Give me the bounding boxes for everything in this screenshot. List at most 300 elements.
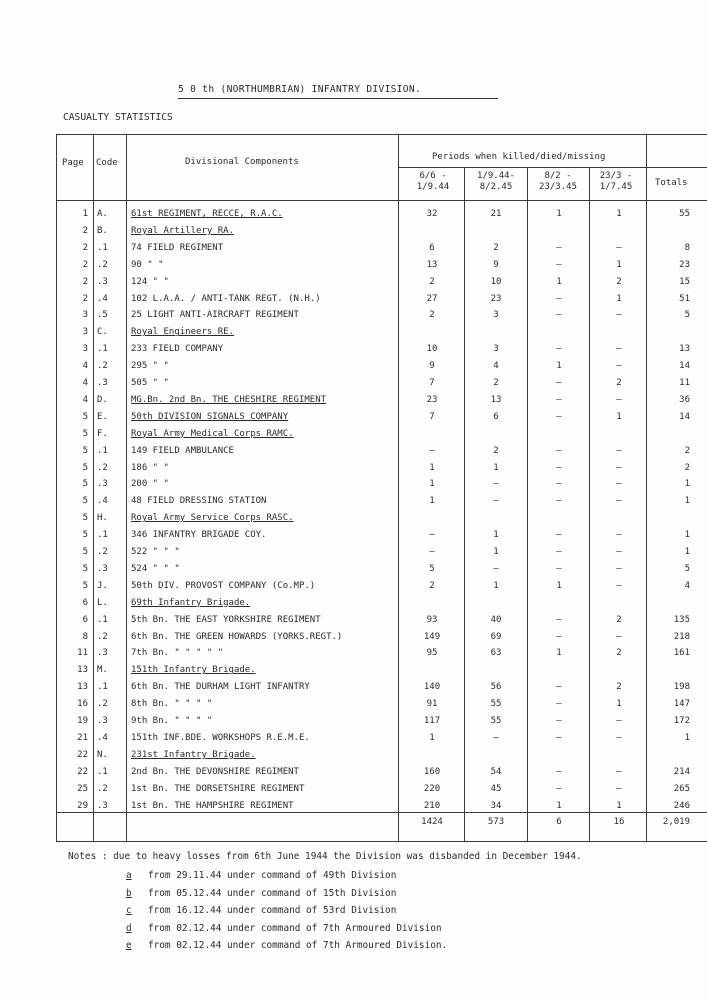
row-period-2: – <box>493 563 499 574</box>
row-period-2: – <box>493 479 499 490</box>
note-text: from 02.12.44 under command of 7th Armoured Division <box>148 922 442 934</box>
header-period-2: 1/9.44- 8/2.45 <box>477 171 515 192</box>
row-period-1: 32 <box>426 209 438 219</box>
row-code: D. <box>97 394 108 405</box>
row-period-3: 1 <box>556 580 562 591</box>
row-total: 23 <box>679 259 690 270</box>
row-code: .2 <box>97 259 108 270</box>
row-period-4: – <box>616 580 622 591</box>
row-page: 2 <box>82 276 88 287</box>
row-page: 22 <box>77 749 88 760</box>
row-code: .3 <box>97 276 108 287</box>
row-code: B. <box>97 225 108 236</box>
row-component: 522 " " " <box>131 547 180 557</box>
table-row <box>0 680 707 697</box>
row-page: 5 <box>82 580 88 591</box>
row-total: 1 <box>684 547 690 557</box>
header-period-3: 8/2 - 23/3.45 <box>539 171 577 192</box>
row-period-4: – <box>616 732 622 743</box>
row-code: L. <box>97 597 108 608</box>
row-period-1: – <box>429 547 435 557</box>
row-period-1: 10 <box>426 344 438 355</box>
row-period-4: – <box>616 445 622 456</box>
row-page: 5 <box>82 428 88 439</box>
row-period-1: 1 <box>429 479 435 490</box>
row-component: 295 " " <box>131 361 169 372</box>
row-period-4: – <box>616 479 622 490</box>
note-item <box>126 870 396 881</box>
table-row <box>0 477 707 494</box>
row-period-3: – <box>556 293 562 304</box>
row-period-2: 45 <box>490 783 502 794</box>
row-page: 6 <box>82 597 88 608</box>
row-period-2: – <box>493 732 499 743</box>
table-row <box>0 545 707 562</box>
row-page: 5 <box>82 445 88 456</box>
row-component: 2nd Bn. THE DEVONSHIRE REGIMENT <box>131 766 299 777</box>
row-period-2: 69 <box>490 631 502 642</box>
row-total: 1 <box>684 479 690 490</box>
row-period-1: 117 <box>423 716 441 726</box>
row-period-4: 2 <box>616 648 622 659</box>
row-total: 218 <box>673 631 690 642</box>
row-code: .1 <box>97 682 108 693</box>
row-component: 50th DIV. PROVOST COMPANY (Co.MP.) <box>131 580 316 591</box>
grand-total: 2,019 <box>662 817 690 827</box>
table-row <box>0 528 707 545</box>
row-period-3: – <box>556 445 562 456</box>
row-period-2: 2 <box>493 445 499 456</box>
table-row <box>0 494 707 511</box>
row-code: .2 <box>97 699 108 710</box>
row-period-3: – <box>556 242 562 253</box>
note-text: from 29.11.44 under command of 49th Division <box>148 870 397 881</box>
row-total: 214 <box>673 766 690 777</box>
note-letter: d <box>126 922 132 934</box>
row-page: 5 <box>82 479 88 490</box>
row-total: 1 <box>684 732 690 743</box>
row-period-4: – <box>616 766 622 777</box>
row-code: .2 <box>97 462 108 473</box>
row-page: 4 <box>82 361 88 372</box>
header-components: Divisional Components <box>185 157 299 167</box>
row-period-4: – <box>616 361 622 372</box>
row-period-1: 210 <box>423 800 441 811</box>
row-page: 13 <box>77 682 88 693</box>
row-page: 5 <box>82 462 88 473</box>
row-component: Royal Army Medical Corps RAMC. <box>131 428 294 439</box>
row-period-1: 5 <box>429 563 435 574</box>
row-period-1: 1 <box>429 732 435 743</box>
row-code: .1 <box>97 344 108 355</box>
row-period-3: – <box>556 462 562 473</box>
table-row <box>0 782 707 799</box>
row-total: 15 <box>679 276 690 287</box>
row-period-2: 55 <box>490 699 502 710</box>
total-period-3: 6 <box>556 817 562 827</box>
row-page: 3 <box>82 344 88 355</box>
row-period-4: – <box>616 394 622 405</box>
row-period-2: 21 <box>490 209 502 219</box>
row-total: 13 <box>679 344 690 355</box>
row-period-2: 1 <box>493 462 499 473</box>
row-period-4: 1 <box>616 293 622 304</box>
table-row <box>0 799 707 816</box>
row-period-2: 1 <box>493 547 499 557</box>
row-period-3: – <box>556 631 562 642</box>
row-component: 102 L.A.A. / ANTI-TANK REGT. (N.H.) <box>131 293 321 304</box>
row-period-1: 27 <box>426 293 438 304</box>
table-row <box>0 241 707 258</box>
note-item <box>126 940 447 951</box>
row-period-1: 7 <box>429 378 435 388</box>
header-code: Code <box>96 158 118 168</box>
row-period-2: 3 <box>493 310 499 321</box>
row-component: 524 " " " <box>131 563 180 574</box>
row-component: 1st Bn. THE DORSETSHIRE REGIMENT <box>131 783 305 794</box>
row-period-3: – <box>556 344 562 355</box>
row-component: 124 " " <box>131 276 169 287</box>
row-page: 3 <box>82 327 88 338</box>
row-period-3: – <box>556 496 562 507</box>
row-period-3: – <box>556 394 562 405</box>
row-page: 2 <box>82 259 88 270</box>
row-period-2: 2 <box>493 242 499 253</box>
header-totals: Totals <box>655 178 688 188</box>
row-code: .3 <box>97 648 108 659</box>
row-period-2: 3 <box>493 344 499 355</box>
note-text: from 02.12.44 under command of 7th Armoured Division. <box>148 940 448 951</box>
row-component: 151th INF.BDE. WORKSHOPS R.E.M.E. <box>131 732 310 743</box>
table-row <box>0 562 707 579</box>
table-row <box>0 308 707 325</box>
row-period-1: 1 <box>429 462 435 473</box>
table-row <box>0 207 707 224</box>
row-total: 36 <box>679 394 690 405</box>
note-item <box>126 905 396 916</box>
table-row <box>0 258 707 275</box>
row-total: 198 <box>673 682 690 693</box>
row-component: 346 INFANTRY BRIGADE COY. <box>131 530 267 541</box>
table-row <box>0 714 707 731</box>
row-component: 74 FIELD REGIMENT <box>131 242 224 253</box>
row-period-4: – <box>616 310 622 321</box>
row-total: 5 <box>684 563 690 574</box>
row-period-2: 1 <box>493 530 499 541</box>
row-page: 5 <box>82 563 88 574</box>
row-code: .1 <box>97 530 108 541</box>
row-code: A. <box>97 209 108 219</box>
total-period-2: 573 <box>487 817 505 827</box>
table-row <box>0 410 707 427</box>
row-code: .2 <box>97 361 108 372</box>
note-letter: c <box>126 905 132 916</box>
row-period-3: – <box>556 699 562 710</box>
row-page: 11 <box>77 648 88 659</box>
table-row <box>0 292 707 309</box>
row-period-4: – <box>616 462 622 473</box>
row-component: 186 " " <box>131 462 169 473</box>
row-period-3: – <box>556 766 562 777</box>
row-total: 1 <box>684 496 690 507</box>
row-code: .3 <box>97 716 108 726</box>
row-period-4: 2 <box>616 378 622 388</box>
note-letter: b <box>126 887 132 899</box>
row-page: 21 <box>77 732 88 743</box>
row-component: 7th Bn. " " " " " <box>131 648 224 659</box>
row-component: 6th Bn. THE DURHAM LIGHT INFANTRY <box>131 682 310 693</box>
row-period-1: 2 <box>429 276 435 287</box>
table-row <box>0 359 707 376</box>
row-total: 2 <box>684 445 690 456</box>
row-total: 147 <box>673 699 690 710</box>
row-period-1: 7 <box>429 411 435 422</box>
row-period-2: 2 <box>493 378 499 388</box>
row-page: 4 <box>82 378 88 388</box>
row-period-1: 2 <box>429 580 435 591</box>
row-period-2: – <box>493 496 499 507</box>
row-page: 5 <box>82 411 88 422</box>
row-period-3: – <box>556 259 562 270</box>
row-period-4: – <box>616 716 622 726</box>
row-period-2: 40 <box>490 614 502 625</box>
row-period-2: 54 <box>490 766 502 777</box>
row-total: 2 <box>684 462 690 473</box>
row-period-4: – <box>616 563 622 574</box>
row-page: 4 <box>82 394 88 405</box>
row-period-3: – <box>556 547 562 557</box>
row-page: 16 <box>77 699 88 710</box>
row-total: 5 <box>684 310 690 321</box>
table-row <box>0 748 707 765</box>
header-period-1: 6/6 - 1/9.44 <box>416 171 450 192</box>
row-code: E. <box>97 411 108 422</box>
row-code: .1 <box>97 242 108 253</box>
row-component: 25 LIGHT ANTI-AIRCRAFT REGIMENT <box>131 310 299 321</box>
row-code: .2 <box>97 547 108 557</box>
row-period-1: 160 <box>423 766 441 777</box>
row-period-4: – <box>616 547 622 557</box>
row-code: J. <box>97 580 108 591</box>
row-page: 2 <box>82 293 88 304</box>
row-component: 233 FIELD COMPANY <box>131 344 224 355</box>
row-code: N. <box>97 749 108 760</box>
row-page: 5 <box>82 530 88 541</box>
row-code: .4 <box>97 496 108 507</box>
table-row <box>0 731 707 748</box>
header-periods: Periods when killed/died/missing <box>432 152 606 162</box>
row-period-1: – <box>429 530 435 541</box>
row-period-3: – <box>556 783 562 794</box>
row-period-3: 1 <box>556 800 562 811</box>
row-total: 246 <box>673 800 690 811</box>
row-component: 1st Bn. THE HAMPSHIRE REGIMENT <box>131 800 294 811</box>
row-period-3: 1 <box>556 648 562 659</box>
row-period-2: 56 <box>490 682 502 693</box>
table-row <box>0 393 707 410</box>
row-period-4: – <box>616 631 622 642</box>
row-period-1: 9 <box>429 361 435 372</box>
row-code: .2 <box>97 631 108 642</box>
row-component: Royal Army Service Corps RASC. <box>131 513 294 524</box>
row-period-1: 93 <box>426 614 438 625</box>
table-row <box>0 275 707 292</box>
row-code: .3 <box>97 800 108 811</box>
row-period-1: 1 <box>429 496 435 507</box>
table-row <box>0 376 707 393</box>
row-page: 25 <box>77 783 88 794</box>
row-total: 14 <box>679 361 690 372</box>
header-divider <box>56 200 707 201</box>
note-letter: e <box>126 940 132 951</box>
row-component: MG.Bn. 2nd Bn. THE CHESHIRE REGIMENT <box>131 394 327 405</box>
row-period-3: – <box>556 732 562 743</box>
table-row <box>0 596 707 613</box>
row-period-4: – <box>616 783 622 794</box>
row-total: 1 <box>684 530 690 541</box>
note-letter: a <box>126 870 132 881</box>
row-page: 13 <box>77 665 88 676</box>
table-row <box>0 579 707 596</box>
row-period-1: 13 <box>426 259 438 270</box>
row-total: 172 <box>673 716 690 726</box>
row-component: 6th Bn. THE GREEN HOWARDS (YORKS.REGT.) <box>131 631 343 642</box>
row-component: 149 FIELD AMBULANCE <box>131 445 234 456</box>
table-row <box>0 646 707 663</box>
row-page: 29 <box>77 800 88 811</box>
row-period-2: 34 <box>490 800 502 811</box>
table-row <box>0 613 707 630</box>
row-code: .2 <box>97 783 108 794</box>
row-total: 4 <box>684 580 690 591</box>
row-page: 5 <box>82 547 88 557</box>
row-code: C. <box>97 327 108 338</box>
note-text: from 16.12.44 under command of 53rd Division <box>148 905 397 916</box>
row-period-2: 6 <box>493 411 499 422</box>
row-component: 505 " " <box>131 378 169 388</box>
row-total: 14 <box>679 411 690 422</box>
total-period-4: 16 <box>613 817 625 827</box>
header-period-4: 23/3 - 1/7.45 <box>599 171 633 192</box>
row-period-2: 63 <box>490 648 502 659</box>
row-period-3: – <box>556 479 562 490</box>
row-period-2: 55 <box>490 716 502 726</box>
row-total: 161 <box>673 648 690 659</box>
table-row <box>0 325 707 342</box>
row-period-4: 1 <box>616 699 622 710</box>
row-period-1: 2 <box>429 310 435 321</box>
row-code: .1 <box>97 445 108 456</box>
row-page: 2 <box>82 225 88 236</box>
table-row <box>0 511 707 528</box>
periods-divider <box>398 167 707 168</box>
row-code: .1 <box>97 766 108 777</box>
row-component: 48 FIELD DRESSING STATION <box>131 496 267 507</box>
note-item <box>126 888 396 899</box>
row-period-3: 1 <box>556 361 562 372</box>
row-code: M. <box>97 665 108 676</box>
row-period-1: 140 <box>423 682 441 693</box>
row-code: .1 <box>97 614 108 625</box>
row-period-3: – <box>556 530 562 541</box>
row-period-1: 6 <box>429 242 435 253</box>
row-period-3: 1 <box>556 209 562 219</box>
row-code: .3 <box>97 479 108 490</box>
table-row <box>0 461 707 478</box>
row-total: 265 <box>673 783 690 794</box>
row-period-2: 4 <box>493 361 499 372</box>
totals-row <box>0 817 707 835</box>
row-code: F. <box>97 428 108 439</box>
row-period-1: 91 <box>426 699 438 710</box>
row-period-3: – <box>556 310 562 321</box>
row-period-4: – <box>616 530 622 541</box>
row-code: .3 <box>97 563 108 574</box>
row-period-2: 23 <box>490 293 502 304</box>
row-total: 135 <box>673 614 690 625</box>
row-period-4: 2 <box>616 614 622 625</box>
row-page: 5 <box>82 513 88 524</box>
table-row <box>0 224 707 241</box>
row-component: 231st Infantry Brigade. <box>131 749 256 760</box>
row-page: 3 <box>82 310 88 321</box>
row-period-3: – <box>556 682 562 693</box>
row-page: 2 <box>82 242 88 253</box>
row-period-4: 1 <box>616 209 622 219</box>
row-period-3: – <box>556 716 562 726</box>
row-code: .4 <box>97 732 108 743</box>
row-page: 19 <box>77 716 88 726</box>
row-total: 8 <box>684 242 690 253</box>
table-row <box>0 444 707 461</box>
row-total: 11 <box>679 378 690 388</box>
header-page: Page <box>62 158 84 168</box>
row-period-4: 2 <box>616 682 622 693</box>
row-period-3: – <box>556 614 562 625</box>
row-component: Royal Engineers RE. <box>131 327 234 338</box>
row-period-4: – <box>616 242 622 253</box>
row-component: 8th Bn. " " " " <box>131 699 213 710</box>
total-period-1: 1424 <box>421 817 443 827</box>
row-period-1: – <box>429 445 435 456</box>
row-component: 61st REGIMENT, RECCE, R.A.C. <box>131 209 283 219</box>
row-period-1: 220 <box>423 783 441 794</box>
row-page: 5 <box>82 496 88 507</box>
row-component: 151th Infantry Brigade. <box>131 665 256 676</box>
row-period-2: 1 <box>493 580 499 591</box>
row-component: Royal Artillery RA. <box>131 225 234 236</box>
row-period-3: – <box>556 563 562 574</box>
row-period-3: 1 <box>556 276 562 287</box>
table-row <box>0 427 707 444</box>
row-period-4: 1 <box>616 800 622 811</box>
row-period-1: 95 <box>426 648 438 659</box>
row-period-3: – <box>556 378 562 388</box>
note-item <box>126 923 442 934</box>
row-component: 200 " " <box>131 479 169 490</box>
row-period-2: 9 <box>493 259 499 270</box>
table-row <box>0 765 707 782</box>
table-row <box>0 663 707 680</box>
document-subtitle: CASUALTY STATISTICS <box>63 112 173 123</box>
row-page: 6 <box>82 614 88 625</box>
row-period-1: 149 <box>423 631 441 642</box>
row-component: 5th Bn. THE EAST YORKSHIRE REGIMENT <box>131 614 321 625</box>
row-code: H. <box>97 513 108 524</box>
row-component: 90 " " <box>131 259 164 270</box>
notes-intro: Notes : due to heavy losses from 6th June 1944 the Division was disbanded in December 1944. <box>68 851 582 862</box>
document-title: 5 0 th (NORTHUMBRIAN) INFANTRY DIVISION. <box>178 84 498 99</box>
